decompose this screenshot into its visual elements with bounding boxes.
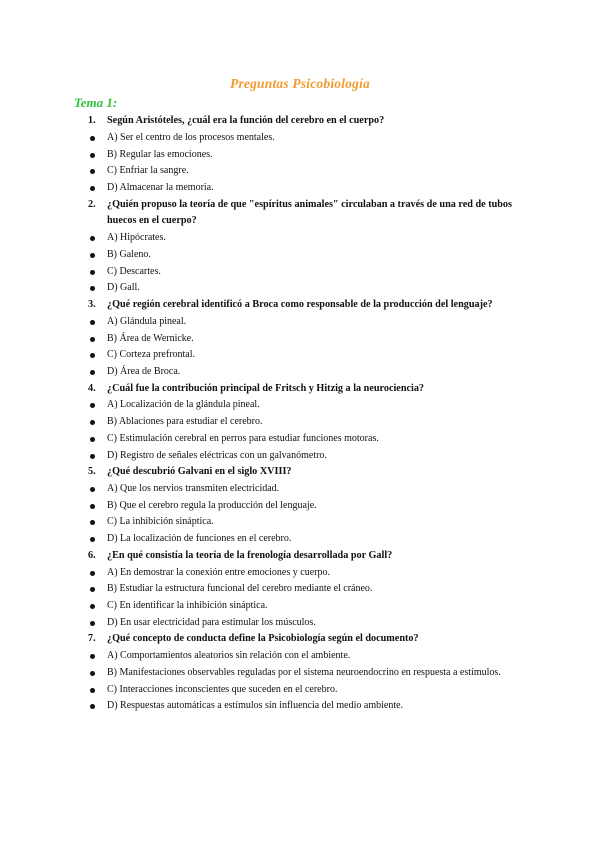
answer-option-text: C) En identificar la inhibición sináptica. <box>107 600 268 612</box>
answer-option-text: B) Que el cerebro regula la producción del lenguaje. <box>107 499 317 511</box>
section-heading: Tema 1: <box>74 95 118 110</box>
bullet-icon <box>90 654 95 659</box>
answer-option <box>88 665 528 682</box>
bullet-icon <box>90 353 95 358</box>
question-list <box>88 113 528 715</box>
answer-option-text: B) Estudiar la estructura funcional del cerebro mediante el cráneo. <box>107 583 373 595</box>
question-text: ¿Qué concepto de conducta define la Psicobiología según el documento? <box>107 633 419 645</box>
answer-option-text: B) Ablaciones para estudiar el cerebro. <box>107 416 263 428</box>
answer-option <box>88 481 528 498</box>
answer-option-text: B) Manifestaciones observables reguladas por el sistema neuroendocrino en respuesta a estímulos. <box>107 666 501 678</box>
answer-option-text: C) La inhibición sináptica. <box>107 516 214 528</box>
question-number: 4. <box>88 382 96 394</box>
question-number: 6. <box>88 549 96 561</box>
answer-option-text: D) La localización de funciones en el cerebro. <box>107 533 292 545</box>
bullet-icon <box>90 704 95 709</box>
answer-option <box>88 347 528 364</box>
answer-option <box>88 280 528 297</box>
answer-option-text: D) Respuestas automáticas a estímulos sin influencia del medio ambiente. <box>107 700 404 712</box>
question-text: ¿En qué consistía la teoría de la frenología desarrollada por Gall? <box>107 549 393 561</box>
question-text: ¿Cuál fue la contribución principal de Fritsch y Hitzig a la neurociencia? <box>107 382 425 394</box>
answer-option <box>88 314 528 331</box>
bullet-icon <box>90 504 95 509</box>
answer-option <box>88 598 528 615</box>
question-text: ¿Qué descubrió Galvani en el siglo XVIII? <box>107 466 292 478</box>
bullet-icon <box>90 337 95 342</box>
bullet-icon <box>90 420 95 425</box>
bullet-icon <box>90 153 95 158</box>
bullet-icon <box>90 370 95 375</box>
bullet-icon <box>90 487 95 492</box>
answer-option-text: A) Ser el centro de los procesos mentales. <box>107 131 275 143</box>
answer-option-text: C) Corteza prefrontal. <box>107 349 196 361</box>
answer-option-text: A) En demostrar la conexión entre emociones y cuerpo. <box>107 566 330 578</box>
answer-option-text: D) Almacenar la memoria. <box>107 181 214 193</box>
question-5 <box>88 464 528 481</box>
answer-option <box>88 682 528 699</box>
answer-option <box>88 264 528 281</box>
bullet-icon <box>90 270 95 275</box>
answer-option <box>88 648 528 665</box>
bullet-icon <box>90 520 95 525</box>
question-number: 3. <box>88 299 96 311</box>
answer-option-text: A) Localización de la glándula pineal. <box>107 399 260 411</box>
answer-option-text: A) Comportamientos aleatorios sin relación con el ambiente. <box>107 650 351 662</box>
answer-option <box>88 698 528 715</box>
bullet-icon <box>90 236 95 241</box>
answer-option <box>88 130 528 147</box>
answer-option <box>88 364 528 381</box>
answer-option <box>88 498 528 515</box>
bullet-icon <box>90 320 95 325</box>
question-4 <box>88 381 528 398</box>
answer-option-text: C) Estimulación cerebral en perros para estudiar funciones motoras. <box>107 432 379 444</box>
answer-option <box>88 581 528 598</box>
bullet-icon <box>90 571 95 576</box>
answer-option <box>88 163 528 180</box>
answer-option-text: D) Registro de señales eléctricas con un galvanómetro. <box>107 449 327 461</box>
answer-option <box>88 615 528 632</box>
answer-option <box>88 448 528 465</box>
bullet-icon <box>90 587 95 592</box>
bullet-icon <box>90 286 95 291</box>
bullet-icon <box>90 688 95 693</box>
answer-option-text: B) Regular las emociones. <box>107 148 213 160</box>
question-7 <box>88 631 528 648</box>
question-text: ¿Quién propuso la teoría de que "espíritus animales" circulaban a través de una red de tubos huecos en el cuerpo? <box>107 198 512 227</box>
bullet-icon <box>90 403 95 408</box>
answer-option <box>88 414 528 431</box>
answer-option <box>88 514 528 531</box>
answer-option <box>88 531 528 548</box>
bullet-icon <box>90 186 95 191</box>
bullet-icon <box>90 136 95 141</box>
answer-option <box>88 147 528 164</box>
answer-option-text: A) Glándula pineal. <box>107 315 187 327</box>
answer-option-text: D) Gall. <box>107 282 140 294</box>
answer-option-text: C) Interacciones inconscientes que suceden en el cerebro. <box>107 683 338 695</box>
question-2 <box>88 197 528 231</box>
answer-option <box>88 247 528 264</box>
answer-option <box>88 331 528 348</box>
bullet-icon <box>90 454 95 459</box>
answer-option-text: B) Galeno. <box>107 248 151 260</box>
document-title: Preguntas Psicobiología <box>230 76 370 91</box>
answer-option <box>88 180 528 197</box>
question-number: 1. <box>88 115 96 126</box>
question-1 <box>88 113 528 130</box>
answer-option <box>88 397 528 414</box>
bullet-icon <box>90 621 95 626</box>
bullet-icon <box>90 169 95 174</box>
bullet-icon <box>90 253 95 258</box>
answer-option <box>88 565 528 582</box>
bullet-icon <box>90 671 95 676</box>
question-6 <box>88 548 528 565</box>
answer-option-text: D) En usar electricidad para estimular los músculos. <box>107 616 316 628</box>
bullet-icon <box>90 604 95 609</box>
question-3 <box>88 297 528 314</box>
answer-option-text: C) Enfriar la sangre. <box>107 165 189 177</box>
answer-option <box>88 431 528 448</box>
answer-option-text: A) Que los nervios transmiten electricidad. <box>107 483 280 495</box>
answer-option-text: D) Área de Broca. <box>107 365 181 377</box>
question-number: 7. <box>88 633 96 645</box>
answer-option-text: B) Área de Wernicke. <box>107 332 194 344</box>
answer-option <box>88 230 528 247</box>
answer-option-text: A) Hipócrates. <box>107 232 166 244</box>
bullet-icon <box>90 437 95 442</box>
question-number: 5. <box>88 466 96 478</box>
question-text: Según Aristóteles, ¿cuál era la función del cerebro en el cuerpo? <box>107 115 385 126</box>
answer-option-text: C) Descartes. <box>107 265 161 277</box>
bullet-icon <box>90 537 95 542</box>
question-number: 2. <box>88 198 96 210</box>
question-text: ¿Qué región cerebral identificó a Broca como responsable de la producción del lenguaje? <box>107 299 493 311</box>
